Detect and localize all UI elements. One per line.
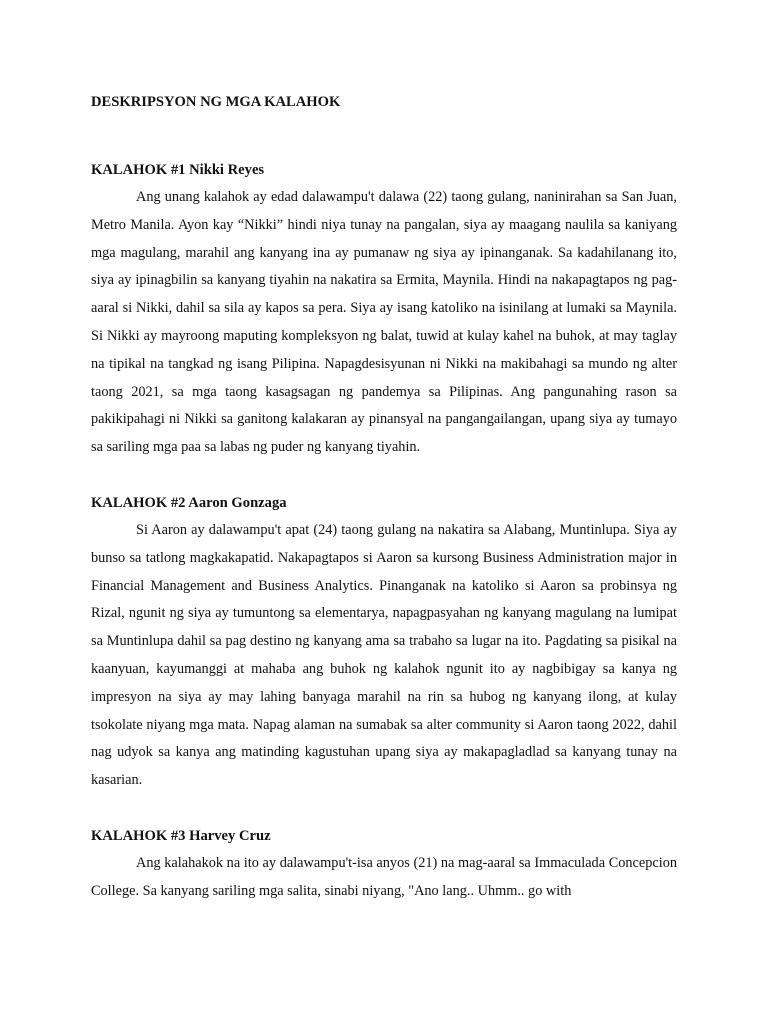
participant-heading-3: KALAHOK #3 Harvey Cruz	[91, 827, 271, 844]
participant-section-1	[91, 156, 677, 462]
document-page	[91, 88, 677, 906]
participant-heading-2: KALAHOK #2 Aaron Gonzaga	[91, 494, 287, 511]
participant-heading-1: KALAHOK #1 Nikki Reyes	[91, 162, 265, 178]
document-title: DESKRIPSYON NG MGA KALAHOK	[91, 94, 341, 110]
participant-description-2: Si Aaron ay dalawampu't apat (24) taong gulang na nakatira sa Alabang, Muntinlupa. Siya ay bunso sa tatlong magkakapatid. Nakapagtapos si Aaron sa kursong Business Administration major in Financial Management and Business Analytics. Pinanganak na katoliko si Aaron sa probinsya ng Rizal, ngunit ng siya ay tumuntong sa elementarya, napagpasyahan ng kanyang magulang na lumipat sa Muntinlupa dahil sa pag destino ng kanyang ama sa trabaho sa lugar na ito. Pagdating sa pisikal na kaanyuan, kayumanggi at mahaba ang buhok ng kalahok ngunit ito ay nagbibigay sa kanya ng impresyon na siya ay may lahing banyaga marahil na rin sa hubog ng kanyang ilong, at kulay tsokolate niyang mga mata. Napag alaman na sumabak sa alter community si Aaron taong 2022, dahil nag udyok sa kanya ang matinding kagustuhan upang siya ay makapagladlad sa kanyang tunay na kasarian.	[91, 521, 677, 789]
participant-section-3	[91, 822, 677, 906]
participant-section-2	[91, 489, 677, 795]
participant-description-3: Ang kalahakok na ito ay dalawampu't-isa anyos (21) na mag-aaral sa Immaculada Concepcion College. Sa kanyang sariling mga salita, sinabi niyang, "Ano lang.. Uhmm.. go with	[91, 854, 677, 899]
participant-description-1: Ang unang kalahok ay edad dalawampu't dalawa (22) taong gulang, naninirahan sa San Juan, Metro Manila. Ayon kay “Nikki” hindi niya tunay na pangalan, siya ay maagang naulila sa kaniyang mga magulang, marahil ang kanyang ina ay pumanaw ng siya ay ipinanganak. Sa kadahilanang ito, siya ay ipinagbilin sa kanyang tiyahin na nakatira sa Ermita, Maynila. Hindi na nakapagtapos ng pag-aaral si Nikki, dahil sa sila ay kapos sa pera. Siya ay isang katoliko na isinilang at lumaki sa Maynila. Si Nikki ay mayroong maputing kompleksyon ng balat, tuwid at kulay kahel na buhok, at may taglay na tipikal na tangkad ng isang Pilipina. Napagdesisyunan ni Nikki na makibahagi sa mundo ng alter taong 2021, sa mga taong kasagsagan ng pandemya sa Pilipinas. Ang pangunahing rason sa pakikipahagi ni Nikki sa ganitong kalakaran ay pinansyal na pangangailangan, upang siya ay tumayo sa sariling mga paa sa labas ng puder ng kanyang tiyahin.	[91, 189, 677, 456]
